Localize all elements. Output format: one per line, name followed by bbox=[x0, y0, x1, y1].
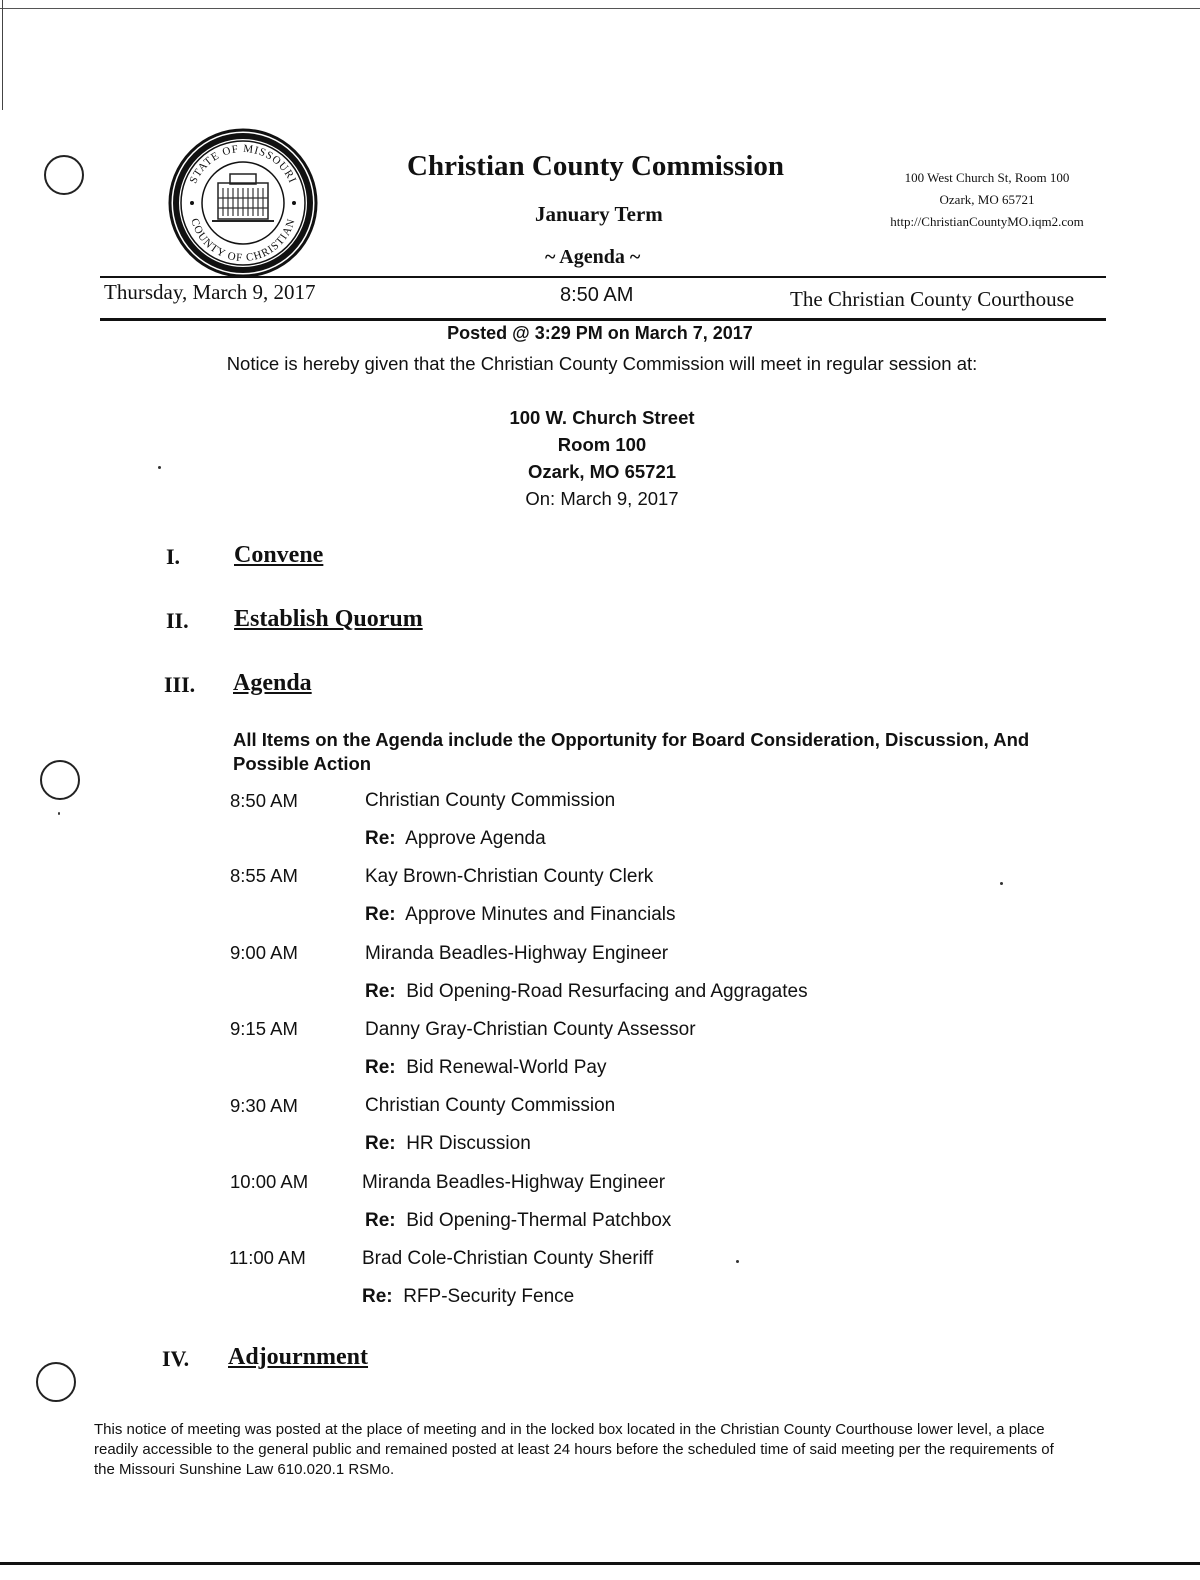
meeting-location: The Christian County Courthouse bbox=[790, 287, 1075, 311]
page-top-edge bbox=[0, 8, 1200, 9]
scan-speck bbox=[736, 1260, 739, 1263]
address-line-1: 100 West Church St, Room 100 bbox=[904, 170, 1070, 185]
punch-hole-1 bbox=[44, 155, 84, 195]
punch-hole-2 bbox=[40, 760, 80, 800]
re-label: Re: bbox=[365, 828, 396, 849]
item-re bbox=[365, 1057, 606, 1079]
item-re-text: RFP-Security Fence bbox=[403, 1286, 575, 1307]
section-numeral: I. bbox=[166, 544, 181, 569]
page-title: Christian County Commission bbox=[407, 150, 785, 182]
seal-bottom-text: COUNTY OF CHRISTIAN bbox=[188, 216, 298, 265]
item-re bbox=[365, 828, 546, 850]
section-numeral: II. bbox=[166, 608, 189, 633]
notice-text: Notice is hereby given that the Christian County Commission will meet in regular session at: bbox=[226, 353, 978, 374]
page-bottom-edge bbox=[0, 1562, 1200, 1565]
item-presenter: Kay Brown-Christian County Clerk bbox=[365, 866, 654, 887]
term-label: January Term bbox=[535, 202, 663, 226]
venue-street: 100 W. Church Street bbox=[509, 407, 695, 428]
item-re bbox=[365, 1133, 531, 1155]
item-time: 10:00 AM bbox=[230, 1171, 309, 1192]
item-presenter: Brad Cole-Christian County Sheriff bbox=[362, 1248, 654, 1269]
venue-city: Ozark, MO 65721 bbox=[527, 461, 677, 482]
section-adjournment: Adjournment bbox=[228, 1344, 369, 1370]
website-link[interactable]: http://ChristianCountyMO.iqm2.com bbox=[890, 214, 1084, 229]
item-presenter: Danny Gray-Christian County Assessor bbox=[365, 1019, 696, 1040]
item-time: 11:00 AM bbox=[229, 1247, 306, 1268]
item-presenter: Christian County Commission bbox=[365, 1095, 616, 1116]
address-block bbox=[872, 167, 1102, 233]
seal-top-text: STATE OF MISSOURI bbox=[187, 142, 299, 186]
item-time: 9:30 AM bbox=[230, 1095, 298, 1116]
scan-speck bbox=[1000, 882, 1003, 885]
item-re-text: HR Discussion bbox=[406, 1133, 531, 1154]
address-line-2: Ozark, MO 65721 bbox=[939, 192, 1035, 207]
footer-notice: This notice of meeting was posted at the place of meeting and in the locked box located in the Christian County Courthouse lower level, a place readily accessible to the general public and remained posted at least 24 hours before the scheduled time of said meeting per the requirements of the Missouri Sunshine Law 610.020.1 RSMo. bbox=[94, 1421, 1054, 1478]
item-re-text: Bid Opening-Road Resurfacing and Aggragates bbox=[406, 981, 808, 1002]
item-re-text: Bid Opening-Thermal Patchbox bbox=[406, 1210, 672, 1231]
section-establish-quorum: Establish Quorum bbox=[234, 606, 423, 632]
item-re bbox=[365, 981, 808, 1003]
page-left-edge bbox=[2, 0, 3, 110]
item-re-text: Bid Renewal-World Pay bbox=[406, 1057, 607, 1078]
section-convene: Convene bbox=[234, 542, 324, 568]
item-time: 8:55 AM bbox=[230, 865, 298, 886]
item-presenter: Christian County Commission bbox=[365, 790, 616, 811]
re-label: Re: bbox=[365, 981, 396, 1002]
item-re bbox=[365, 1210, 671, 1232]
section-numeral: IV. bbox=[162, 1346, 190, 1371]
agenda-intro: All Items on the Agenda include the Opportunity for Board Consideration, Discussion, And Possible Action bbox=[233, 729, 1030, 774]
item-time: 9:00 AM bbox=[230, 942, 298, 963]
header-rule-top bbox=[100, 276, 1106, 278]
item-presenter: Miranda Beadles-Highway Engineer bbox=[362, 1172, 666, 1193]
item-time: 9:15 AM bbox=[230, 1018, 298, 1039]
section-numeral: III. bbox=[164, 672, 196, 697]
meeting-time: 8:50 AM bbox=[560, 284, 634, 306]
meeting-date: Thursday, March 9, 2017 bbox=[104, 280, 316, 304]
scan-speck bbox=[58, 812, 60, 815]
re-label: Re: bbox=[365, 1210, 396, 1231]
agenda-heading: ~ Agenda ~ bbox=[545, 246, 641, 268]
re-label: Re: bbox=[362, 1286, 393, 1307]
item-time: 8:50 AM bbox=[230, 790, 298, 811]
posted-line: Posted @ 3:29 PM on March 7, 2017 bbox=[447, 323, 753, 343]
item-re bbox=[365, 904, 676, 926]
item-re-text: Approve Minutes and Financials bbox=[405, 904, 676, 925]
item-re bbox=[362, 1286, 574, 1308]
header-rule-bottom bbox=[100, 318, 1106, 321]
re-label: Re: bbox=[365, 1133, 396, 1154]
punch-hole-3 bbox=[36, 1362, 76, 1402]
venue-room: Room 100 bbox=[557, 434, 647, 455]
venue-date: On: March 9, 2017 bbox=[525, 488, 679, 509]
section-agenda: Agenda bbox=[233, 670, 312, 696]
county-seal bbox=[168, 128, 318, 278]
item-re-text: Approve Agenda bbox=[405, 828, 546, 849]
venue-address bbox=[0, 404, 1200, 512]
item-presenter: Miranda Beadles-Highway Engineer bbox=[365, 943, 669, 964]
re-label: Re: bbox=[365, 904, 396, 925]
re-label: Re: bbox=[365, 1057, 396, 1078]
